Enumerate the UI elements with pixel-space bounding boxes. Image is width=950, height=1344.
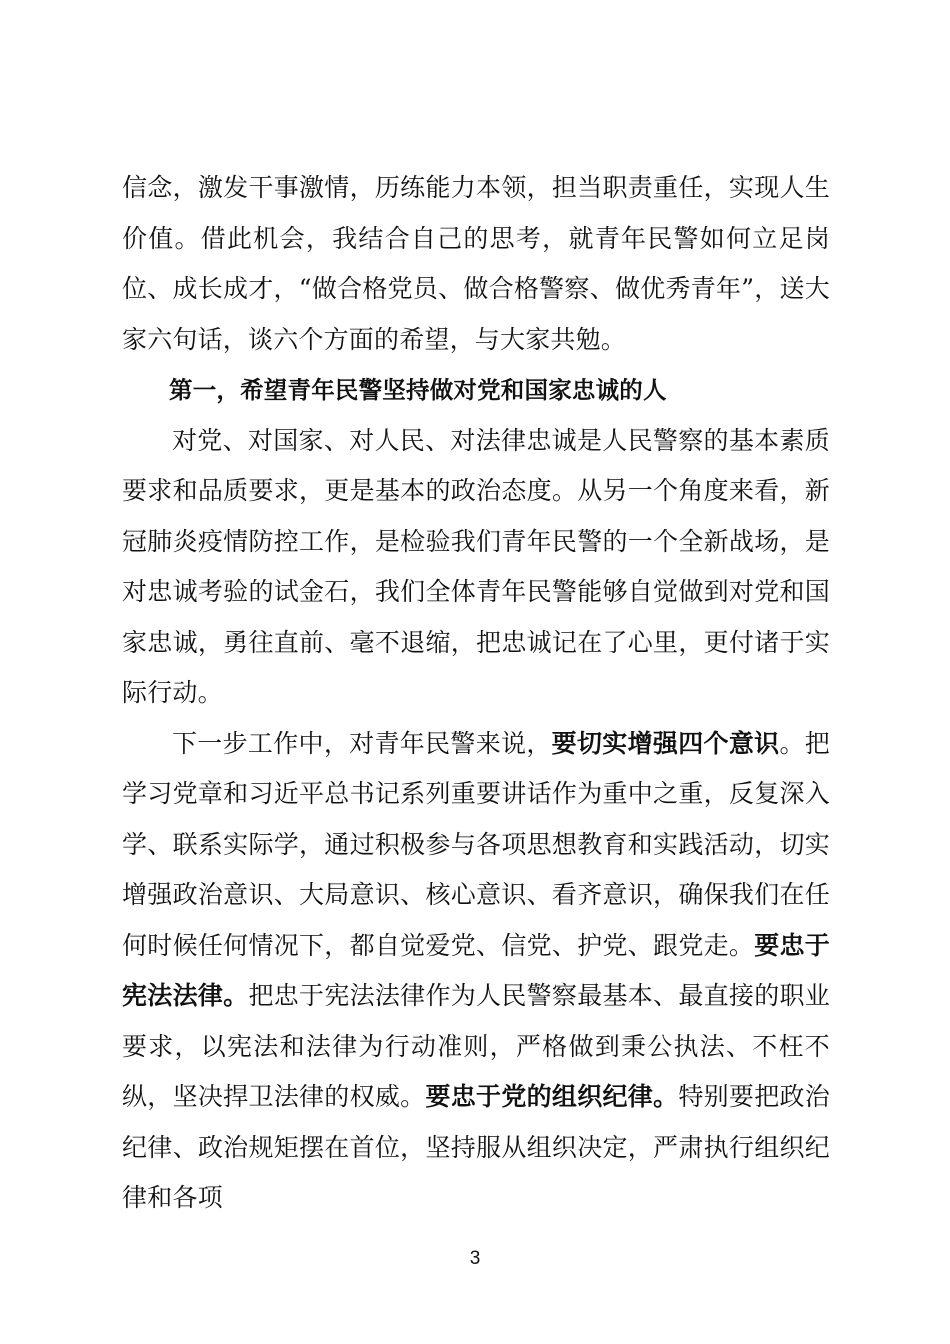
emphasis-four-awareness: 要切实增强四个意识 [551,728,780,758]
emphasis-constitution-law: 要忠于宪法法律。 [122,930,830,1010]
text-run: 下一步工作中，对青年民警来说， [172,728,552,758]
paragraph-continued: 信念，激发干事激情，历练能力本领，担当职责重任，实现人生价值。借此机会，我结合自己的思考，就青年民警如何立足岗位、成长成才，“做合格党员、做合格警察、做优秀青年”，送大家六句话，谈六个方面的希望，与大家共勉。 [122,173,830,354]
body-text [122,163,830,1224]
emphasis-party-discipline: 要忠于党的组织纪律。 [425,1082,679,1111]
text-run: 。把学习党章和习近平总书记系列重要讲话作为重中之重，反复深入学、联系实际学，通过积极参与各项思想教育和实践活动，切实增强政治意识、大局意识、核心意识、看齐意识，确保我们在任何时候任何情况下，都自觉爱党、信党、护党、跟党走。 [122,728,830,960]
text-run: 把忠于宪法法律作为人民警察最基本、最直接的职业要求，以宪法和法律为行动准则，严格做到秉公执法、不枉不纵，坚决捍卫法律的权威。 [122,981,830,1111]
page-number: 3 [469,1248,481,1269]
paragraph-loyalty: 对党、对国家、对人民、对法律忠诚是人民警察的基本素质要求和品质要求，更是基本的政治态度。从另一个角度来看，新冠肺炎疫情防控工作，是检验我们青年民警的一个全新战场，是对忠诚考验的试金石，我们全体青年民警能够自觉做到对党和国家忠诚，勇往直前、毫不退缩，把忠诚记在了心里，更付诸于实际行动。 [122,425,830,707]
text-run: 特别要把政治纪律、政治规矩摆在首位，坚持服从组织决定，严肃执行组织纪律和各项 [122,1082,830,1212]
section-heading: 第一，希望青年民警坚持做对党和国家忠诚的人 [169,376,667,404]
paragraph-next-steps [122,719,830,1224]
